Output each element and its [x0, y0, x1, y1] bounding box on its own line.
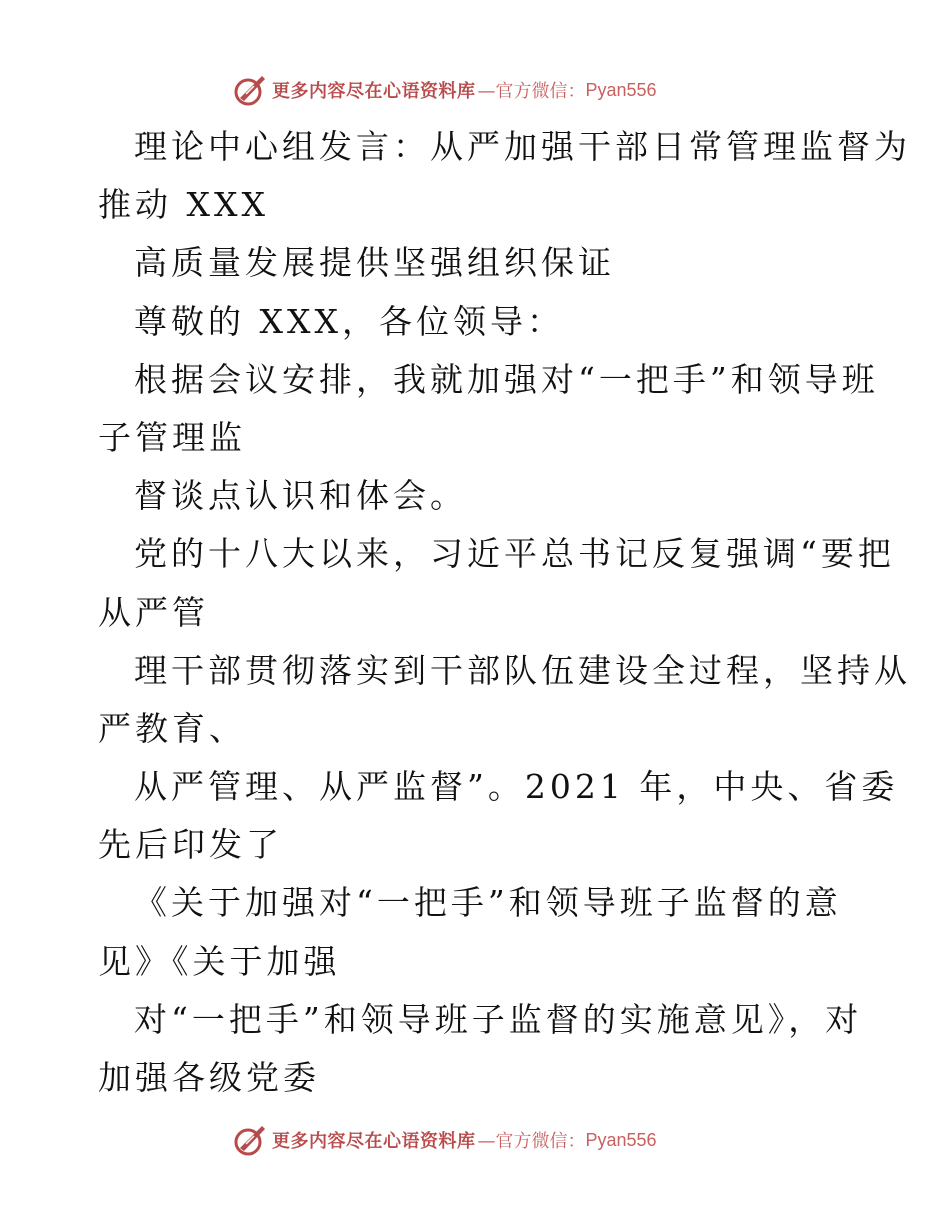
- body-line: 根据会议安排，我就加强对“一把手”和领导班: [134, 359, 879, 399]
- body-line: 先后印发了: [98, 825, 283, 865]
- body-line: 《关于加强对“一把手”和领导班子监督的意: [134, 883, 842, 923]
- body-line: 加强各级党委: [98, 1058, 320, 1097]
- body-line: 对“一把手”和领导班子监督的实施意见》，对: [134, 999, 863, 1039]
- body-line: 从严管: [98, 592, 209, 632]
- body-line: 尊敬的 XXX，各位领导：: [134, 301, 564, 341]
- banner-site-text: 更多内容尽在心语资料库: [272, 1131, 476, 1152]
- quill-pen-logo-icon: [232, 72, 268, 108]
- banner-wechat-prefix: —官方微信：: [477, 1131, 586, 1152]
- body-line: 理干部贯彻落实到干部队伍建设全过程，坚持从: [134, 650, 911, 690]
- body-line: 督谈点认识和体会。: [134, 476, 467, 516]
- body-line: 理论中心组发言：从严加强干部日常管理监督为: [134, 127, 911, 166]
- body-line: 严教育、: [98, 708, 246, 748]
- banner-wechat-id: Pyan556: [585, 1129, 657, 1150]
- header-banner: [232, 70, 712, 110]
- banner-wechat-id: Pyan556: [585, 79, 657, 100]
- body-line: 见》《关于加强: [98, 941, 341, 981]
- banner-site-text: 更多内容尽在心语资料库: [272, 81, 476, 102]
- body-line: 从严管理、从严监督”。2021 年，中央、省委: [134, 767, 899, 807]
- document-body: [98, 118, 911, 1107]
- quill-pen-logo-icon: [232, 1122, 268, 1158]
- footer-banner: [232, 1120, 712, 1160]
- banner-wechat-prefix: —官方微信：: [477, 81, 586, 102]
- body-line: 子管理监: [98, 417, 246, 457]
- body-line: 推动 XXX: [98, 185, 269, 225]
- body-line: 党的十八大以来，习近平总书记反复强调“要把: [134, 534, 895, 574]
- body-line: 高质量发展提供坚强组织保证: [134, 243, 615, 283]
